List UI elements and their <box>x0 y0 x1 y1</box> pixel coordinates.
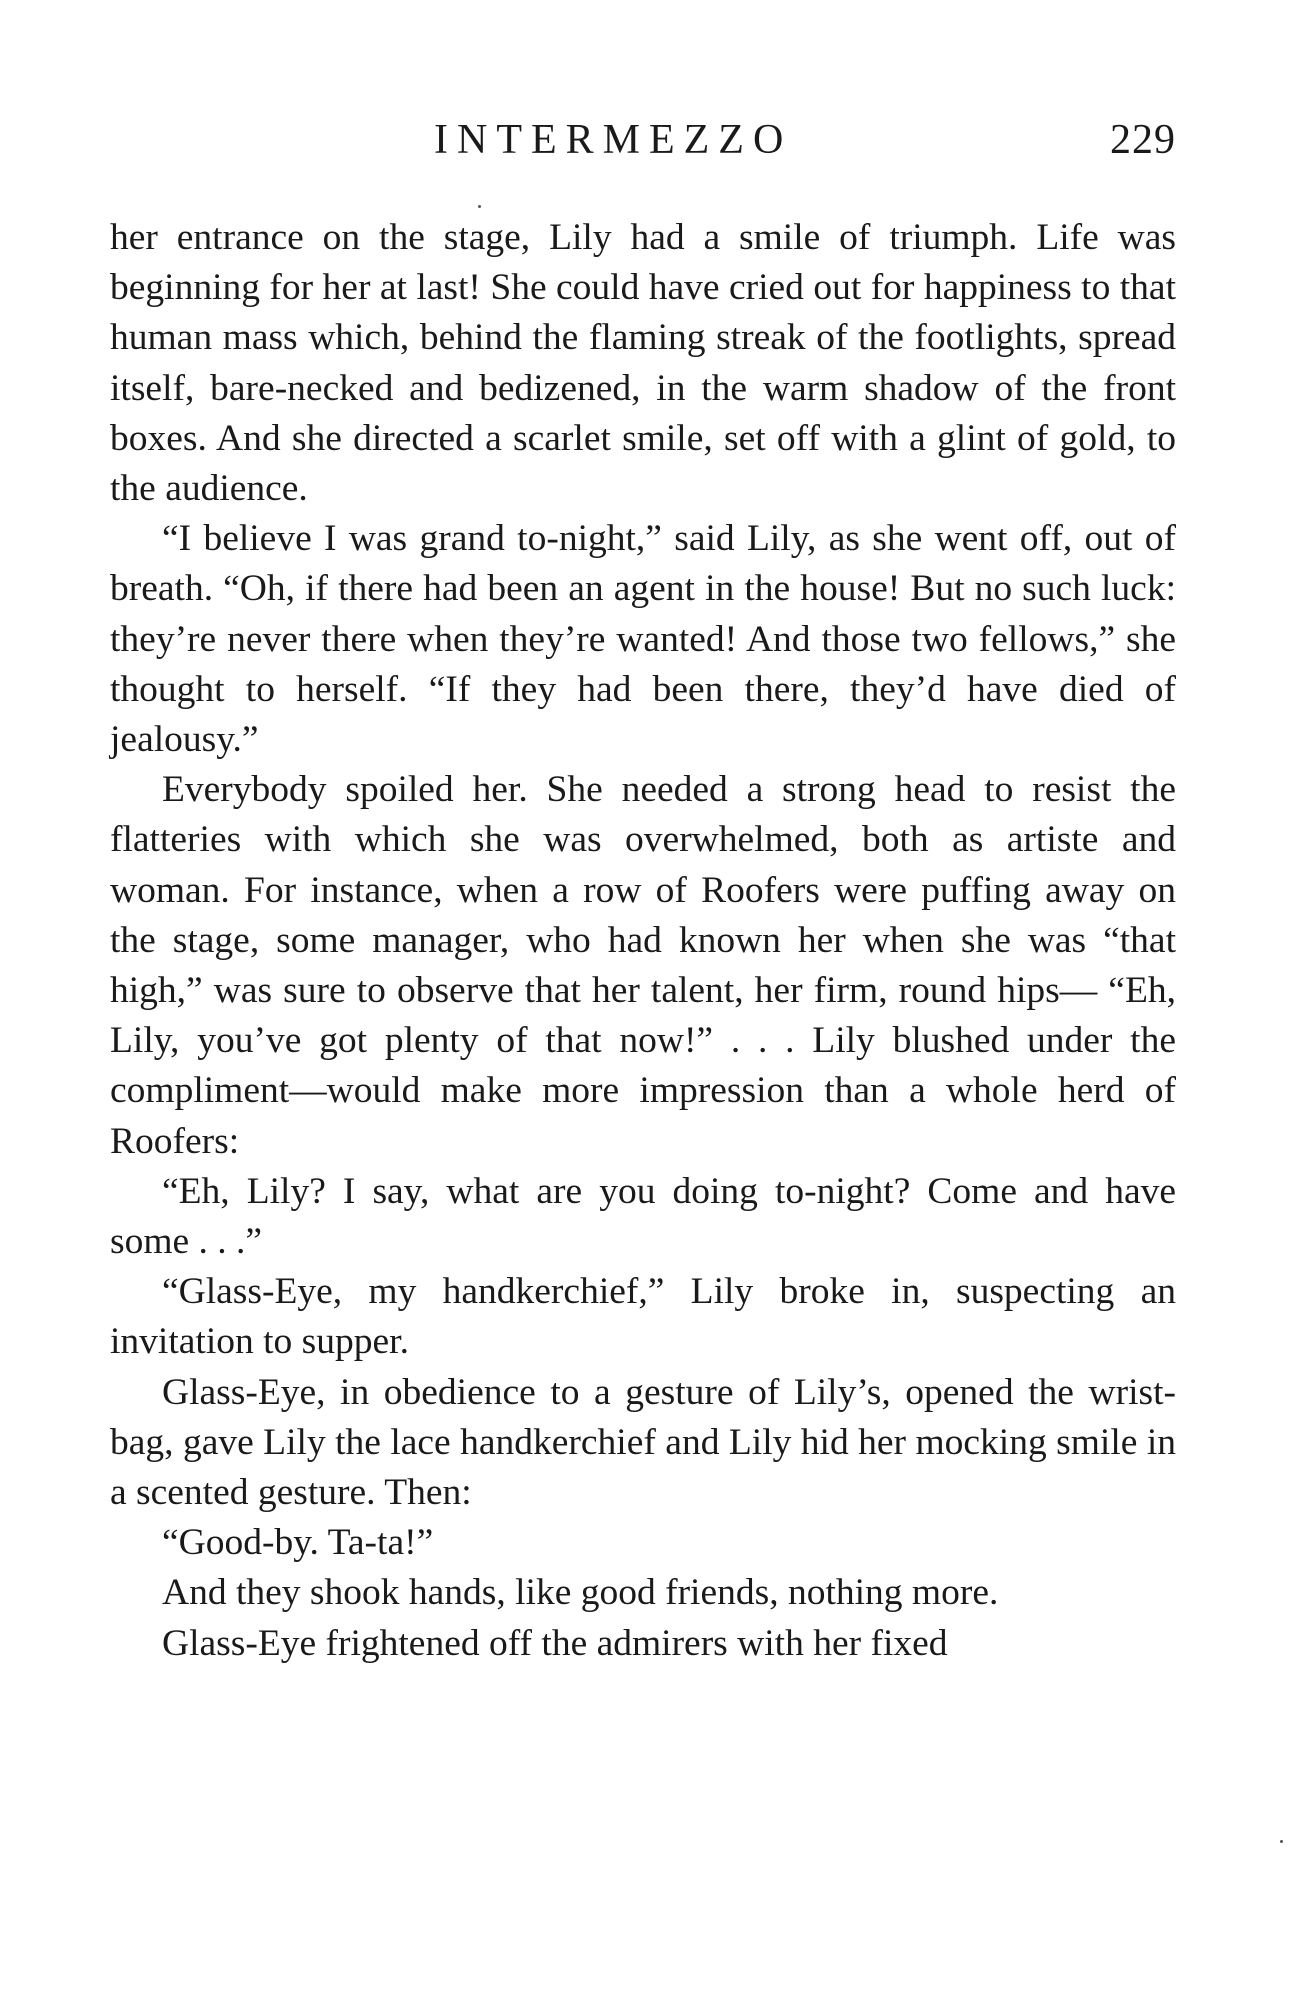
paragraph: “Eh, Lily? I say, what are you doing to-night? Come and have some . . .” <box>110 1170 1176 1263</box>
page-number: 229 <box>1110 117 1176 163</box>
page-header <box>0 110 1308 170</box>
print-speck <box>1280 1840 1283 1843</box>
print-speck <box>478 205 481 208</box>
body-text <box>110 213 1176 1669</box>
paragraph: “I believe I was grand to-night,” said Lily, as she went off, out of breath. “Oh, if there had been an agent in the house! But no such luck: they’re never there when they’re wanted! And those two fellows,” she thought to herself. “If they had been there, they’d have died of jealousy.” <box>110 518 1176 761</box>
paragraph: “Glass-Eye, my handkerchief,” Lily broke in, suspecting an invitation to supper. <box>110 1271 1176 1363</box>
paragraph: Glass-Eye frightened off the admirers with her fixed <box>162 1622 948 1664</box>
paragraph: her entrance on the stage, Lily had a smile of triumph. Life was beginning for her at last! She could have cried out for happiness to that human mass which, behind the flaming streak of the footlights, spread itself, bare-necked and bedizened, in the warm shadow of the front boxes. And she directed a scarlet smile, set off with a glint of gold, to the audience. <box>110 217 1176 510</box>
paragraph: And they shook hands, like good friends, nothing more. <box>162 1572 999 1614</box>
paragraph: Glass-Eye, in obedience to a gesture of Lily’s, opened the wrist-bag, gave Lily the lace handkerchief and Lily hid her mocking smile in a scented gesture. Then: <box>110 1371 1176 1514</box>
paragraph: Everybody spoiled her. She needed a strong head to resist the flatteries with which she was overwhelmed, both as artiste and woman. For instance, when a row of Roofers were puffing away on the stage, some manager, who had known her when she was “that high,” was sure to observe that her talent, her firm, round hips— “Eh, Lily, you’ve got plenty of that now!” . . . Lily blushed under the compliment—would make more impression than a whole herd of Roofers: <box>110 769 1176 1162</box>
paragraph: “Good-by. Ta-ta!” <box>162 1522 434 1564</box>
running-head: INTERMEZZO <box>434 117 793 163</box>
